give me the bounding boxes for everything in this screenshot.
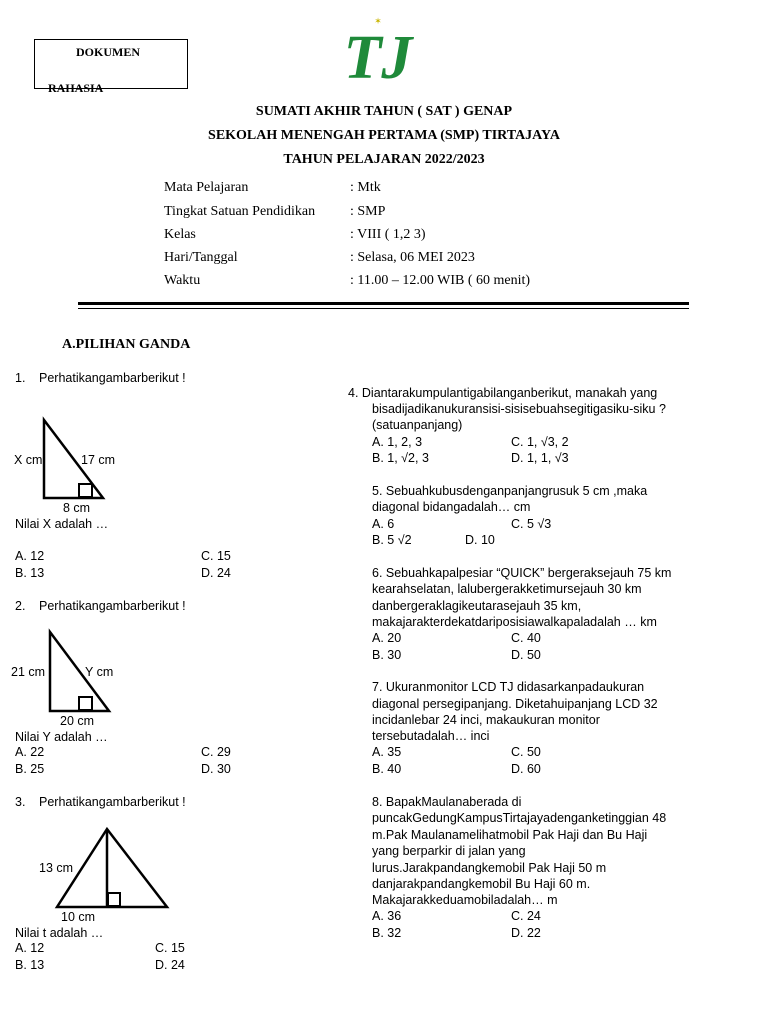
exam-title-line3: TAHUN PELAJARAN 2022/2023 bbox=[283, 152, 485, 167]
q5-line2: diagonal bidangadalah… cm bbox=[372, 500, 531, 514]
q2-label-base: 20 cm bbox=[60, 714, 95, 728]
q6-line3: danbergeraklagikeutarasejauh 35 km, bbox=[372, 599, 582, 613]
q3-option-a[interactable]: A. 12 bbox=[15, 941, 45, 955]
q2-option-c[interactable]: C. 29 bbox=[201, 745, 231, 759]
document-classification-box bbox=[34, 39, 188, 95]
q2-right-angle-mark bbox=[79, 697, 92, 710]
q8-option-d[interactable]: D. 22 bbox=[511, 926, 541, 940]
q3-right-angle-mark bbox=[108, 893, 120, 906]
q4-option-b[interactable]: B. 1, √2, 3 bbox=[372, 451, 429, 465]
q6-option-b[interactable]: B. 30 bbox=[372, 648, 402, 662]
q7-line4: tersebutadalah… inci bbox=[372, 729, 490, 743]
q6-line4: makajarakterdekatdariposisiawalkapaladalah … km bbox=[372, 615, 657, 629]
q1-label-base: 8 cm bbox=[63, 501, 91, 515]
q3-triangle-figure bbox=[0, 822, 180, 926]
q8-line5: lurus.Jarakpandangkemobil Pak Haji 50 m bbox=[372, 861, 607, 875]
q2-option-d[interactable]: D. 30 bbox=[201, 762, 231, 776]
exam-title-line1: SUMATI AKHIR TAHUN ( SAT ) GENAP bbox=[255, 104, 513, 119]
q1-number: 1. bbox=[15, 371, 26, 385]
q4-line2: bisadijadikanukuransisi-sisisebuahsegitigasiku-siku ? bbox=[372, 402, 666, 416]
q3-option-d[interactable]: D. 24 bbox=[155, 958, 185, 972]
q3-option-c[interactable]: C. 15 bbox=[155, 941, 185, 955]
q3-prompt: Nilai t adalah … bbox=[15, 926, 104, 940]
info-label-subject: Mata Pelajaran bbox=[164, 180, 249, 195]
q7-line1: 7. Ukuranmonitor LCD TJ didasarkanpadaukuran bbox=[372, 680, 645, 694]
q2-number: 2. bbox=[15, 599, 26, 613]
q1-option-b[interactable]: B. 13 bbox=[15, 566, 45, 580]
q6-option-a[interactable]: A. 20 bbox=[372, 631, 402, 645]
q3-label-base: 10 cm bbox=[61, 910, 96, 924]
q5-option-a[interactable]: A. 6 bbox=[372, 517, 395, 531]
q1-option-d[interactable]: D. 24 bbox=[201, 566, 231, 580]
q6-option-d[interactable]: D. 50 bbox=[511, 648, 541, 662]
q8-line6: danjarakpandangkemobil Bu Haji 60 m. bbox=[372, 877, 591, 891]
q2-triangle-figure bbox=[0, 622, 150, 730]
q8-line3: m.Pak Maulanamelihatmobil Pak Haji dan Bu Haji bbox=[372, 828, 648, 842]
q4-option-a[interactable]: A. 1, 2, 3 bbox=[372, 435, 423, 449]
q8-option-b[interactable]: B. 32 bbox=[372, 926, 402, 940]
q1-label-hyp: 17 cm bbox=[81, 453, 116, 467]
q1-triangle-figure bbox=[0, 410, 150, 520]
school-logo bbox=[343, 14, 413, 92]
header-divider-thin bbox=[78, 308, 689, 309]
info-value-class: : VIII ( 1,2 3) bbox=[350, 227, 426, 242]
info-label-class: Kelas bbox=[164, 227, 196, 242]
info-value-level: : SMP bbox=[350, 204, 386, 219]
q3-number: 3. bbox=[15, 795, 26, 809]
info-value-subject: : Mtk bbox=[350, 180, 381, 195]
q5-line1: 5. Sebuahkubusdenganpanjangrusuk 5 cm ,maka bbox=[372, 484, 648, 498]
svg-text:✶: ✶ bbox=[374, 16, 382, 26]
q1-option-c[interactable]: C. 15 bbox=[201, 549, 231, 563]
q1-text: Perhatikangambarberikut ! bbox=[39, 371, 186, 385]
q3-option-b[interactable]: B. 13 bbox=[15, 958, 45, 972]
q5-option-d[interactable]: D. 10 bbox=[465, 533, 495, 547]
header-divider-thick bbox=[78, 302, 689, 305]
q1-option-a[interactable]: A. 12 bbox=[15, 549, 45, 563]
q8-line1: 8. BapakMaulanaberada di bbox=[372, 795, 522, 809]
info-label-time: Waktu bbox=[164, 273, 201, 288]
q3-triangle bbox=[57, 829, 167, 907]
q1-right-angle-mark bbox=[79, 484, 92, 497]
q7-option-a[interactable]: A. 35 bbox=[372, 745, 402, 759]
q6-line2: kearahselatan, lalubergerakketimursejauh 30 km bbox=[372, 582, 642, 596]
q4-option-d[interactable]: D. 1, 1, √3 bbox=[511, 451, 569, 465]
q4-line1: 4. Diantarakumpulantigabilanganberikut, manakah yang bbox=[348, 386, 658, 400]
info-value-time: : 11.00 – 12.00 WIB ( 60 menit) bbox=[350, 273, 531, 288]
q2-text: Perhatikangambarberikut ! bbox=[39, 599, 186, 613]
q3-text: Perhatikangambarberikut ! bbox=[39, 795, 186, 809]
q4-line3: (satuanpanjang) bbox=[372, 418, 463, 432]
info-label-date: Hari/Tanggal bbox=[164, 250, 238, 265]
q1-prompt: Nilai X adalah … bbox=[15, 517, 109, 531]
info-label-level: Tingkat Satuan Pendidikan bbox=[164, 204, 316, 219]
q8-line2: puncakGedungKampusTirtajayadenganketinggian 48 bbox=[372, 811, 667, 825]
q2-prompt: Nilai Y adalah … bbox=[15, 730, 108, 744]
q2-option-b[interactable]: B. 25 bbox=[15, 762, 45, 776]
q7-option-b[interactable]: B. 40 bbox=[372, 762, 402, 776]
q2-label-left: 21 cm bbox=[11, 665, 46, 679]
doc-box-line1: DOKUMEN bbox=[76, 45, 140, 59]
q3-label-left: 13 cm bbox=[39, 861, 74, 875]
info-value-date: : Selasa, 06 MEI 2023 bbox=[350, 250, 475, 265]
q2-option-a[interactable]: A. 22 bbox=[15, 745, 45, 759]
q7-line2: diagonal persegipanjang. Diketahuipanjang LCD 32 bbox=[372, 697, 658, 711]
q8-option-a[interactable]: A. 36 bbox=[372, 909, 402, 923]
q4-option-c[interactable]: C. 1, √3, 2 bbox=[511, 435, 569, 449]
q7-option-d[interactable]: D. 60 bbox=[511, 762, 541, 776]
exam-title-line2: SEKOLAH MENENGAH PERTAMA (SMP) TIRTAJAYA bbox=[208, 128, 560, 143]
q1-label-left: X cm bbox=[14, 453, 43, 467]
q6-line1: 6. Sebuahkapalpesiar “QUICK” bergeraksejauh 75 km bbox=[372, 566, 672, 580]
q2-label-hyp: Y cm bbox=[85, 665, 114, 679]
q7-option-c[interactable]: C. 50 bbox=[511, 745, 541, 759]
q8-option-c[interactable]: C. 24 bbox=[511, 909, 541, 923]
q8-line4: yang berparkir di jalan yang bbox=[372, 844, 526, 858]
q8-line7: Makajarakkeduamobiladalah… m bbox=[372, 893, 558, 907]
logo-letters: TJ bbox=[343, 24, 413, 92]
q5-option-c[interactable]: C. 5 √3 bbox=[511, 517, 552, 531]
doc-box-line2: RAHASIA bbox=[48, 81, 104, 95]
q6-option-c[interactable]: C. 40 bbox=[511, 631, 541, 645]
section-title: A.PILIHAN GANDA bbox=[62, 337, 191, 352]
q7-line3: incidanlebar 24 inci, makaukuran monitor bbox=[372, 713, 600, 727]
q5-option-b[interactable]: B. 5 √2 bbox=[372, 533, 412, 547]
